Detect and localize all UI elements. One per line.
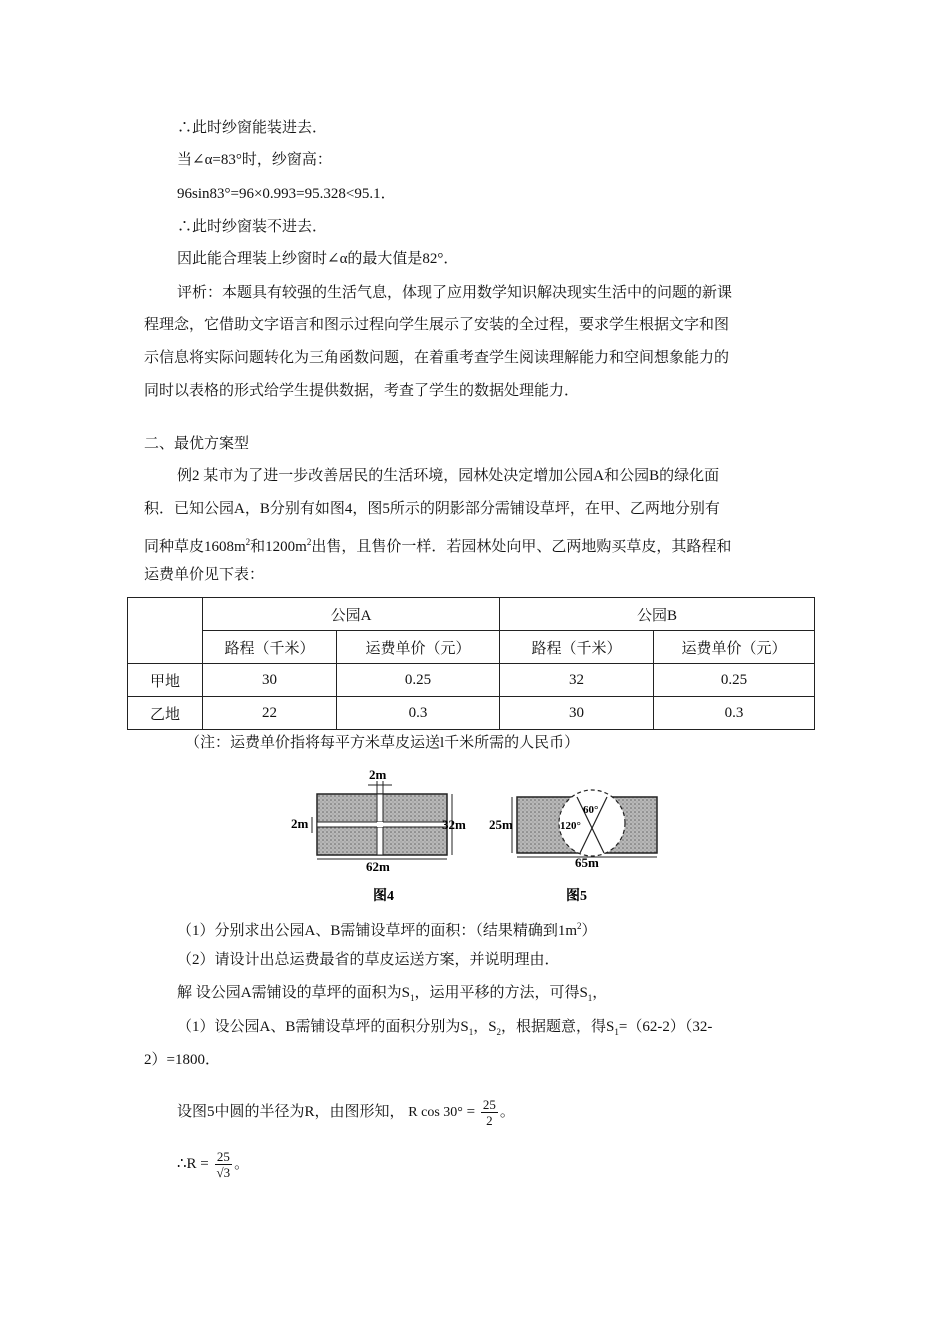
text-segment: ，运用平移的方法，可得S — [414, 985, 588, 1001]
solution-line: 2）=1800． — [144, 1052, 220, 1068]
subscript: 1 — [587, 993, 593, 1003]
dimension-label: 2m — [291, 816, 309, 831]
math-expression: R cos 30° — [408, 1105, 463, 1120]
text-line: ∴此时纱窗装不进去． — [177, 219, 328, 235]
superscript: 2 — [306, 537, 312, 547]
table-cell: 30 — [203, 664, 337, 697]
solution-line — [177, 983, 607, 1008]
table-cell: 0.25 — [654, 664, 815, 697]
fraction-denominator: 2 — [486, 1113, 493, 1129]
text-segment: 和1200m — [250, 539, 307, 555]
subscript: 1 — [468, 1027, 474, 1037]
fraction-numerator: 25 — [482, 1097, 496, 1113]
table-row — [128, 697, 815, 730]
figure-caption: 图4 — [373, 889, 394, 904]
question-line: （2）请设计出总运费最省的草皮运送方案，并说明理由． — [177, 952, 560, 968]
solution-line — [177, 1146, 249, 1182]
text-segment: 解 设公园A需铺设的草坪的面积为S — [177, 985, 410, 1001]
table-note: （注：运费单价指将每平方米草皮运送l千米所需的人民币） — [185, 735, 580, 751]
table-subheader-price: 运费单价（元） — [654, 631, 815, 664]
text-segment: ，S — [473, 1019, 497, 1035]
subscript: 2 — [496, 1027, 502, 1037]
example-line: 例2 某市为了进一步改善居民的生活环境，园林处决定增加公园A和公园B的绿化面 — [177, 468, 720, 484]
text-segment: 。 — [499, 1104, 515, 1120]
table-cell: 甲地 — [128, 664, 203, 697]
text-segment: （1）分别求出公园A、B需铺设草坪的面积：（结果精确到1m — [177, 923, 578, 939]
table-cell: 30 — [500, 697, 654, 730]
table-cell: 0.3 — [654, 697, 815, 730]
text-segment: 出售，且售价一样．若园林处向甲、乙两地购买草皮，其路程和 — [311, 539, 732, 555]
equals-sign: = — [462, 1104, 479, 1120]
fraction — [481, 1097, 498, 1128]
comment-line: 评析：本题具有较强的生活气息，体现了应用数学知识解决现实生活中的问题的新课 — [177, 285, 733, 301]
superscript: 2 — [577, 921, 582, 931]
fraction-numerator: 25 — [215, 1149, 233, 1165]
dimension-label: 65m — [575, 855, 599, 870]
example-line: 运费单价见下表： — [144, 567, 265, 583]
comment-line: 示信息将实际问题转化为三角函数问题，在着重考查学生阅读理解能力和空间想象能力的 — [144, 350, 730, 366]
figure-4 — [291, 767, 466, 904]
table-cell: 32 — [500, 664, 654, 697]
fraction — [215, 1149, 233, 1180]
text-segment: 。 — [234, 1156, 250, 1172]
superscript: 2 — [245, 537, 251, 547]
dimension-label: 2m — [369, 767, 387, 782]
fraction-denominator: √3 — [216, 1165, 231, 1181]
text-line: 96sin83°=96×0.993=95.328<95.1． — [177, 186, 396, 202]
table-header-park-a: 公园A — [203, 598, 500, 631]
dimension-label: 32m — [442, 817, 466, 832]
angle-label: 60° — [583, 804, 599, 816]
text-segment: 设图5中圆的半径为R，由图形知， — [177, 1104, 405, 1120]
table-cell: 22 — [203, 697, 337, 730]
comment-line: 同时以表格的形式给学生提供数据，考查了学生的数据处理能力． — [144, 383, 580, 399]
table-header-park-b: 公园B — [500, 598, 815, 631]
freight-table — [127, 597, 815, 730]
comment-line: 程理念，它借助文字语言和图示过程向学生展示了安装的全过程，要求学生根据文字和图 — [144, 317, 730, 333]
table-corner-cell — [128, 598, 203, 664]
math-expression: ∴R = — [177, 1156, 213, 1172]
table-subheader-distance: 路程（千米） — [500, 631, 654, 664]
solution-line — [177, 1017, 712, 1042]
text-segment: =（62-2）（32- — [618, 1019, 713, 1035]
angle-label: 120° — [560, 820, 581, 832]
table-subheader-distance: 路程（千米） — [203, 631, 337, 664]
text-segment: ，根据题意，得S — [501, 1019, 615, 1035]
table-cell: 0.3 — [337, 697, 500, 730]
table-cell: 乙地 — [128, 697, 203, 730]
text-segment: ， — [592, 985, 608, 1001]
table-subheader-price: 运费单价（元） — [337, 631, 500, 664]
section-heading: 二、最优方案型 — [144, 436, 250, 452]
park-figures — [290, 767, 670, 912]
figure-5 — [489, 790, 657, 904]
dimension-label: 62m — [366, 859, 390, 874]
question-line — [177, 916, 597, 941]
solution-line — [177, 1094, 515, 1131]
text-line: 因此能合理装上纱窗时∠α的最大值是82°． — [177, 251, 459, 267]
table-cell: 0.25 — [337, 664, 500, 697]
figure-caption: 图5 — [566, 889, 587, 904]
text-segment: 同种草皮1608m — [144, 539, 246, 555]
text-line: 当∠α=83°时，纱窗高： — [177, 152, 332, 168]
example-line — [144, 532, 731, 557]
subscript: 1 — [614, 1027, 619, 1037]
text-segment: ） — [581, 923, 597, 939]
dimension-label: 25m — [489, 817, 513, 832]
text-line: ∴此时纱窗能装进去． — [177, 120, 328, 136]
text-segment: （1）设公园A、B需铺设草坪的面积分别为S — [177, 1019, 469, 1035]
example-line: 积．已知公园A，B分别有如图4，图5所示的阴影部分需铺设草坪，在甲、乙两地分别有 — [144, 501, 720, 517]
subscript: 1 — [409, 993, 415, 1003]
table-row — [128, 664, 815, 697]
